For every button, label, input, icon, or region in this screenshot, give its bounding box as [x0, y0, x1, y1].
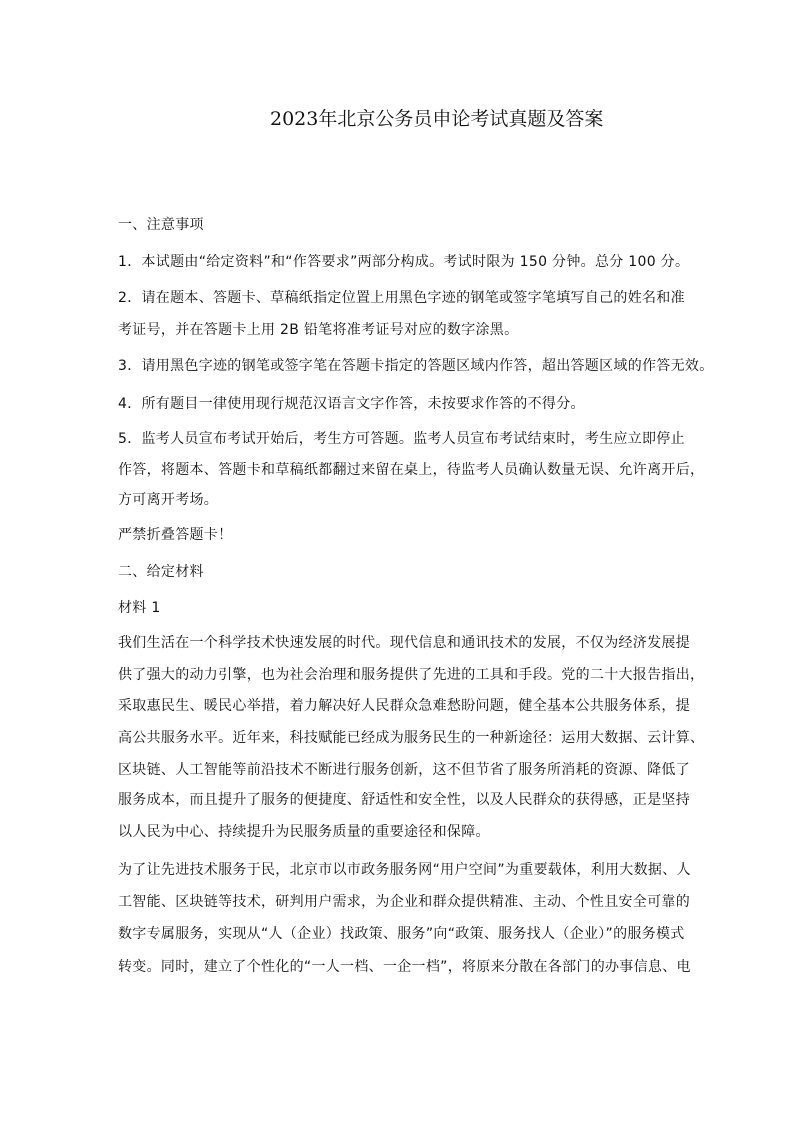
paragraph-line: 采取惠民生、暖民心举措，着力解决好人民群众急难愁盼问题，健全基本公共服务体系，提 [118, 698, 690, 714]
notice-line: 考证号，并在答题卡上用 2B 铅笔将准考证号对应的数字涂黑。 [118, 322, 519, 338]
paragraph-line: 供了强大的动力引擎，也为社会治理和服务提供了先进的工具和手段。党的二十大报告指出， [118, 667, 705, 683]
section-heading: 一、注意事项 [118, 217, 204, 233]
notice-line: 4．所有题目一律使用现行规范汉语言文字作答，未按要求作答的不得分。 [118, 396, 585, 412]
notice-warning: 严禁折叠答题卡！ [118, 527, 233, 543]
notice-line: 2．请在题本、答题卡、草稿纸指定位置上用黑色字迹的钢笔或签字笔填写自己的姓名和准 [118, 290, 685, 306]
paragraph-line: 转变。同时，建立了个性化的“一人一档、一企一档”，将原来分散在各部门的办事信息、电 [118, 959, 691, 975]
paragraph-line: 服务成本，而且提升了服务的便捷度、舒适性和安全性，以及人民群众的获得感，正是坚持 [118, 792, 690, 808]
notice-line: 3．请用黑色字迹的钢笔或签字笔在答题卡指定的答题区域内作答，超出答题区域的作答无效。 [118, 358, 714, 374]
paragraph-line: 高公共服务水平。近年来，科技赋能已经成为服务民生的一种新途径：运用大数据、云计算、 [118, 730, 705, 746]
notice-line: 1．本试题由“给定资料”和“作答要求”两部分构成。考试时限为 150 分钟。总分 100 分。 [118, 254, 690, 270]
paragraph-line: 数字专属服务，实现从“人（企业）找政策、服务”向“政策、服务找人（企业）”的服务模式 [118, 926, 685, 942]
paragraph-line: 以人民为中心、持续提升为民服务质量的重要途径和保障。 [118, 824, 490, 840]
paragraph-line: 区块链、人工智能等前沿技术不断进行服务创新，这不但节省了服务所消耗的资源、降低了 [118, 762, 690, 778]
notice-line: 5．监考人员宣布考试开始后，考生方可答题。监考人员宣布考试结束时，考生应立即停止 [118, 431, 685, 447]
paragraph-line: 工智能、区块链等技术，研判用户需求，为企业和群众提供精准、主动、个性且安全可靠的 [118, 894, 690, 910]
section-heading: 二、给定材料 [118, 564, 204, 580]
notice-line: 作答，将题本、答题卡和草稿纸都翻过来留在桌上，待监考人员确认数量无误、允许离开后， [118, 462, 705, 478]
document-title: 2023年北京公务员申论考试真题及答案 [270, 108, 604, 130]
notice-line: 方可离开考场。 [118, 492, 219, 508]
paragraph-line: 我们生活在一个科学技术快速发展的时代。现代信息和通讯技术的发展，不仅为经济发展提 [118, 635, 690, 651]
material-label: 材料 1 [118, 600, 161, 616]
paragraph-line: 为了让先进技术服务于民，北京市以市政务服务网“用户空间”为重要载体，利用大数据、人 [118, 862, 691, 878]
